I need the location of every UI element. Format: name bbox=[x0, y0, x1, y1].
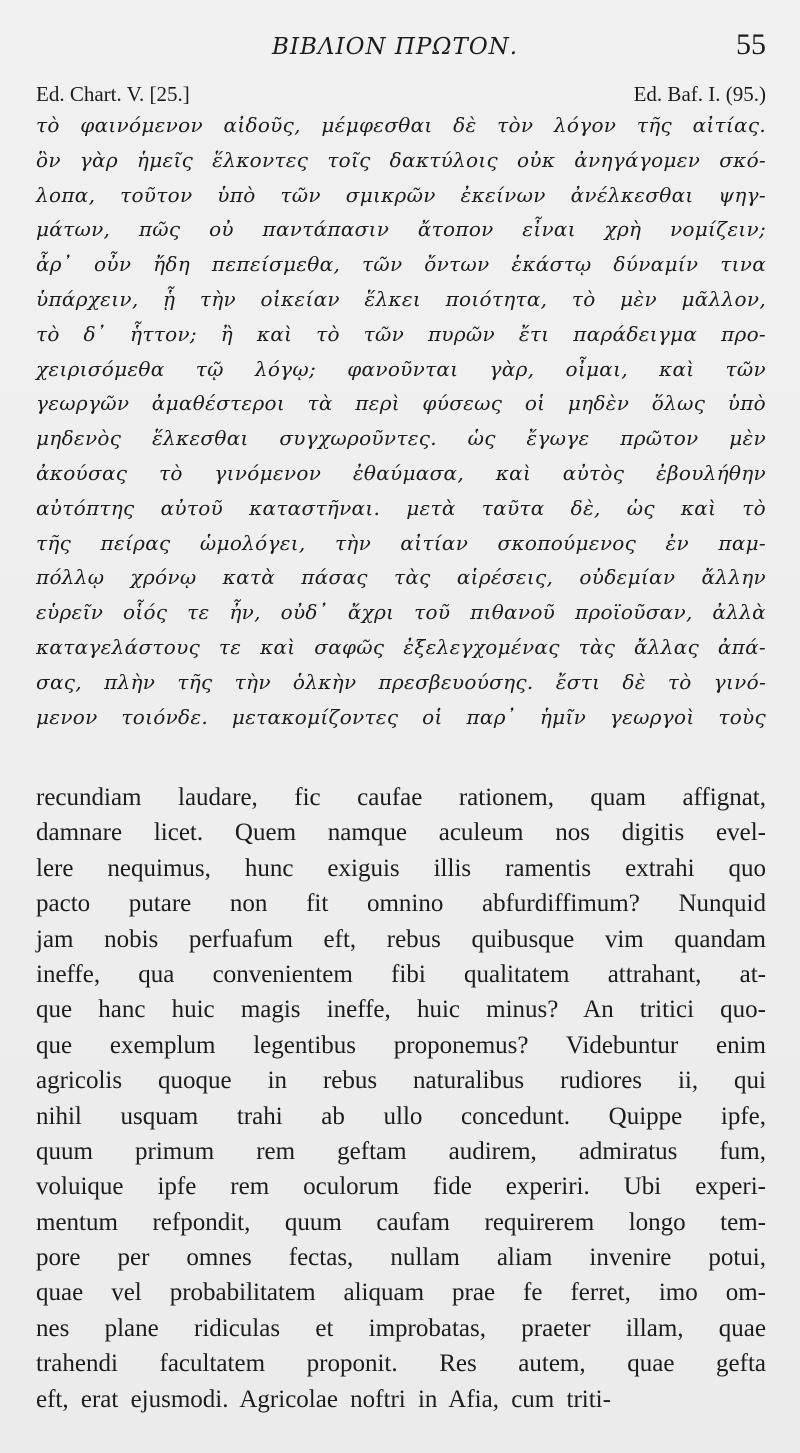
latin-line: nes plane ridiculas et improbatas, praeter illam, quae bbox=[36, 1314, 766, 1342]
latin-line: que hanc huic magis ineffe, huic minus? An tritici quo- bbox=[36, 996, 766, 1024]
greek-text-block bbox=[36, 108, 766, 734]
greek-line: πόλλῳ χρόνῳ κατὰ πάσας τὰς αἱρέσεις, οὐδεμίαν ἄλλην bbox=[36, 565, 766, 590]
latin-line: voluique ipfe rem oculorum fide experiri. Ubi experi- bbox=[36, 1173, 766, 1201]
greek-line: εὑρεῖν οἷός τε ἦν, οὐδ᾽ ἄχρι τοῦ πιθανοῦ προϊοῦσαν, ἀλλὰ bbox=[36, 600, 766, 625]
greek-line: σας, πλὴν τῆς τὴν ὁλκὴν πρεσβευούσης. ἔστι δὲ τὸ γινό- bbox=[36, 669, 766, 694]
greek-line: λοπα, τοῦτον ὑπὸ τῶν σμικρῶν ἐκείνων ἀνέλκεσθαι ψηγ- bbox=[36, 182, 766, 207]
latin-line: quum primum rem geftam audirem, admiratus fum, bbox=[36, 1137, 766, 1165]
latin-line: ineffe, qua convenientem fibi qualitatem attrahant, at- bbox=[36, 960, 766, 988]
latin-line: damnare licet. Quem namque aculeum nos digitis evel- bbox=[36, 819, 766, 847]
latin-line: que exemplum legentibus proponemus? Videbuntur enim bbox=[36, 1031, 766, 1059]
greek-line: τῆς πείρας ὡμολόγει, τὴν αἰτίαν σκοπούμενος ἐν παμ- bbox=[36, 530, 766, 555]
greek-line: ἆρ᾽ οὖν ἤδη πεπείσμεθα, τῶν ὄντων ἑκάστῳ δύναμίν τινα bbox=[36, 252, 766, 277]
running-title: ΒΙΒΛΙΟΝ ΠΡΩΤΟΝ. bbox=[272, 34, 519, 60]
edition-reference-basel: Ed. Baf. I. (95.) bbox=[633, 82, 766, 106]
latin-line: eft, erat ejusmodi. Agricolae noftri in Afia, cum triti- bbox=[36, 1385, 611, 1413]
greek-line: μενον τοιόνδε. μετακομίζοντες οἱ παρ᾽ ἡμῖν γεωργοὶ τοὺς bbox=[36, 704, 766, 729]
greek-line: γεωργῶν ἀμαθέστεροι τὰ περὶ φύσεως οἱ μηδὲν ὅλως ὑπὸ bbox=[36, 391, 766, 416]
latin-line: pacto putare non fit omnino abfurdiffimum? Nunquid bbox=[36, 890, 766, 918]
greek-line: μηδενὸς ἕλκεσθαι συγχωροῦντες. ὡς ἔγωγε πρῶτον μὲν bbox=[36, 426, 766, 451]
running-head bbox=[0, 28, 800, 68]
latin-text-block bbox=[36, 780, 766, 1417]
greek-line: καταγελάστους τε καὶ σαφῶς ἐξελεγχομένας τὰς ἄλλας ἀπά- bbox=[36, 634, 766, 659]
greek-line: τὸ δ᾽ ἧττον; ἢ καὶ τὸ τῶν πυρῶν ἔτι παράδειγμα προ- bbox=[36, 321, 766, 346]
greek-line: ὑπάρχειν, ᾗ τὴν οἰκείαν ἕλκει ποιότητα, τὸ μὲν μᾶλλον, bbox=[36, 286, 766, 311]
greek-line: ἀκούσας τὸ γινόμενον ἐθαύμασα, καὶ αὐτὸς ἐβουλήθην bbox=[36, 460, 766, 485]
latin-line: lere nequimus, hunc exiguis illis ramentis extrahi quo bbox=[36, 854, 766, 882]
greek-line: τὸ φαινόμενον αἰδοῦς, μέμφεσθαι δὲ τὸν λόγον τῆς αἰτίας. bbox=[36, 113, 766, 137]
edition-reference-chartier: Ed. Chart. V. [25.] bbox=[36, 82, 190, 106]
greek-line: ὃν γὰρ ἡμεῖς ἕλκοντες τοῖς δακτύλοις οὐκ ἀνηγάγομεν σκό- bbox=[36, 147, 766, 172]
greek-line: αὐτόπτης αὐτοῦ καταστῆναι. μετὰ ταῦτα δὲ, ὡς καὶ τὸ bbox=[36, 495, 766, 520]
latin-line: recundiam laudare, fic caufae rationem, quam affignat, bbox=[36, 784, 766, 811]
page-number: 55 bbox=[736, 28, 766, 61]
latin-line: agricolis quoque in rebus naturalibus rudiores ii, qui bbox=[36, 1067, 766, 1095]
greek-line: μάτων, πῶς οὐ παντάπασιν ἄτοπον εἶναι χρὴ νομίζειν; bbox=[36, 217, 766, 242]
latin-line: nihil usquam trahi ab ullo concedunt. Quippe ipfe, bbox=[36, 1102, 766, 1130]
latin-line: jam nobis perfuafum eft, rebus quibusque vim quandam bbox=[36, 925, 766, 953]
latin-line: quae vel probabilitatem aliquam prae fe ferret, imo om- bbox=[36, 1279, 766, 1307]
latin-line: mentum refpondit, quum caufam requirerem longo tem- bbox=[36, 1208, 766, 1236]
greek-line: χειρισόμεθα τῷ λόγῳ; φανοῦνται γὰρ, οἶμαι, καὶ τῶν bbox=[36, 356, 766, 381]
latin-line: trahendi facultatem proponit. Res autem, quae gefta bbox=[36, 1350, 766, 1378]
latin-line: pore per omnes fectas, nullam aliam invenire potui, bbox=[36, 1244, 766, 1272]
